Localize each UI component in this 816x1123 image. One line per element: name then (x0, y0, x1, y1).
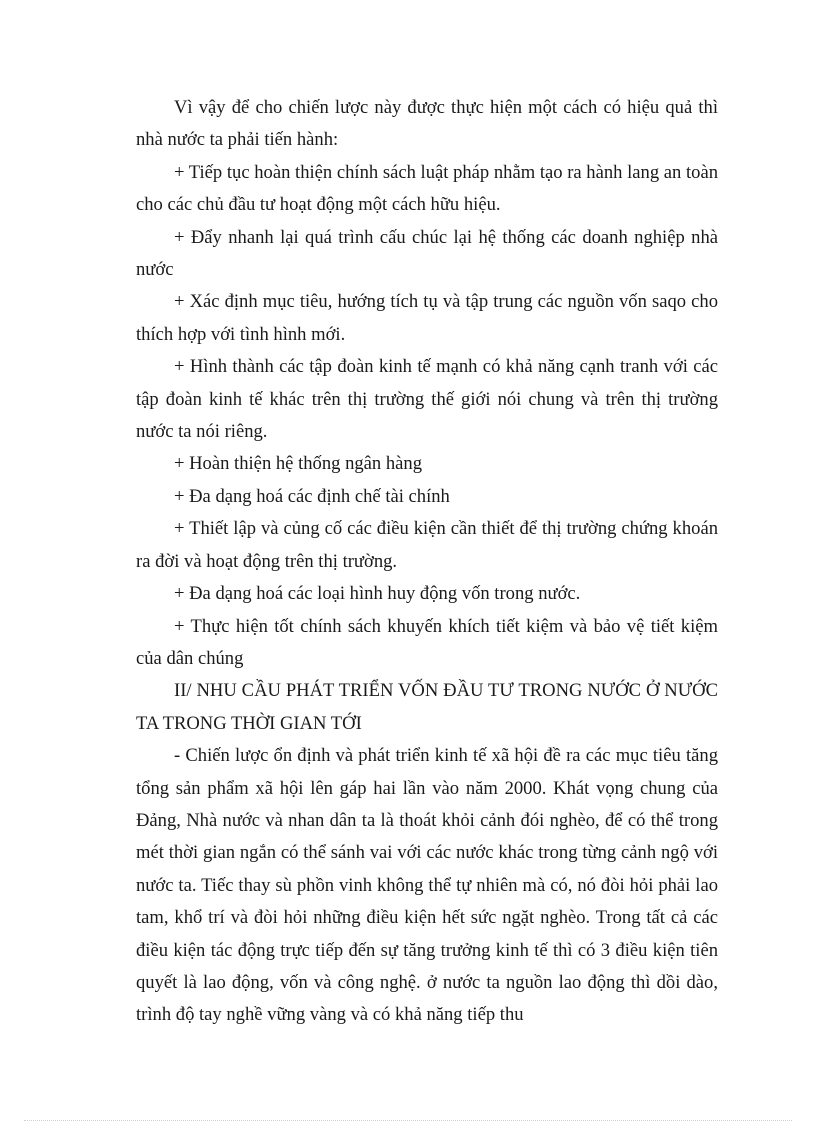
list-item-savings: + Thực hiện tốt chính sách khuyến khích tiết kiệm và bảo vệ tiết kiệm của dân chúng (136, 615, 718, 669)
list-item-capital-mobilization: + Đa dạng hoá các loại hình huy động vốn trong nước. (174, 583, 581, 605)
intro-paragraph: Vì vậy để cho chiến lược này được thực hiện một cách có hiệu quả thì nhà nước ta phải tiến hành: (136, 97, 718, 151)
list-item-state-enterprise: + Đẩy nhanh lại quá trình cấu chúc lại hệ thống các doanh nghiệp nhà nước (136, 226, 718, 281)
body-paragraph: - Chiến lược ổn định và phát triển kinh tế xã hội đề ra các mục tiêu tăng tổng sản phẩm xã hội lên gáp hai lần vào năm 2000. Khát vọng chung của Đảng, Nhà nước và nhan dân ta là thoát khỏi cảnh đói nghèo, để có thể trong mét thời gian ngắn có thể sánh vai với các nước khác trong từng cảnh ngộ với nước ta. Tiếc thay sù phồn vinh không thể tự nhiên mà có, nó đòi hỏi phải lao tam, khổ trí và đòi hỏi những điều kiện hết sức ngặt nghèo. Trong tất cả các điều kiện tác động trực tiếp đến sự tăng trưởng kinh tế thì có 3 điều kiện tiên quyết là lao động, vốn và công nghệ. ở nước ta nguồn lao động thì dồi dào, trình độ tay nghề vững vàng và có khả năng tiếp thu (136, 745, 718, 1026)
list-item-legal-policy: + Tiếp tục hoàn thiện chính sách luật pháp nhằm tạo ra hành lang an toàn cho các chủ đầu tư hoạt động một cách hữu hiệu. (136, 161, 718, 216)
body-text (136, 92, 718, 1032)
list-item-banking: + Hoàn thiện hệ thống ngân hàng (174, 453, 423, 475)
page-bottom-divider (24, 1120, 792, 1121)
list-item-economic-groups: + Hình thành các tập đoàn kinh tế mạnh có khả năng cạnh tranh với các tập đoàn kinh tế khác trên thị trường thế giới nói chung và trên thị trường nước ta nói riêng. (136, 356, 718, 443)
list-item-capital-goals: + Xác định mục tiêu, hướng tích tụ và tập trung các nguồn vốn saqo cho thích hợp với tình hình mới. (136, 291, 718, 345)
list-item-stock-market: + Thiết lập và củng cố các điều kiện cần thiết để thị trường chứng khoán ra đời và hoạt động trên thị trường. (136, 518, 718, 572)
section-heading: II/ NHU CẦU PHÁT TRIỂN VỐN ĐẦU TƯ TRONG NƯỚC Ở NƯỚC TA TRONG THỜI GIAN TỚI (136, 680, 718, 734)
list-item-financial-institutions: + Đa dạng hoá các định chế tài chính (174, 485, 450, 507)
